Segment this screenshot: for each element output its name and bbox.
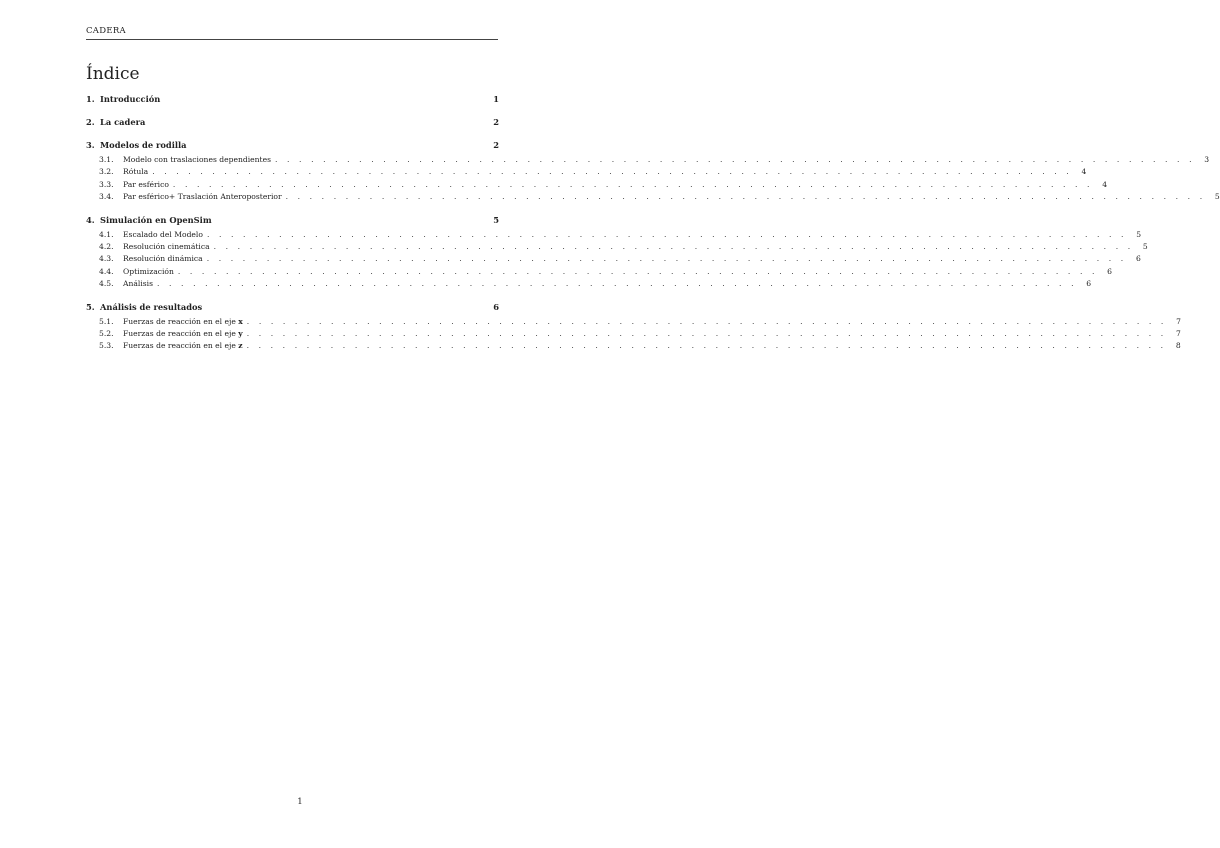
toc-dot-leader: . . . . . . . . . . . . . . . . . . . . . . . . . . . . . . . . . . . . . . . . . . . . . . . . . . . . . . . . . . . . . . . . . . . . . . . . . . . . . [213,241,1134,251]
toc-subsection-title [123,329,243,338]
toc-subsection-page: 4 [1081,167,1087,177]
toc-subsection-title: Resolución cinemática [123,241,210,251]
toc-subsection-entry[interactable] [86,279,1092,291]
toc-section-number: 5. [86,301,95,312]
toc-section-title: Introducción [100,94,161,104]
toc-dot-leader: . . . . . . . . . . . . . . . . . . . . . . . . . . . . . . . . . . . . . . . . . . . . . . . . . . . . . . . . . . . . . . . . . . . . . . . . . . . . . [177,266,1098,276]
toc-subsection-title-text: Fuerzas de reacción en el eje [123,341,236,351]
toc-subsection-title: Par esférico [123,179,169,189]
toc-dot-leader: . . . . . . . . . . . . . . . . . . . . . . . . . . . . . . . . . . . . . . . . . . . . . . . . . . . . . . . . . . . . . . . . . . . . . . . . . . . . . [274,155,1196,164]
axis-label: x [238,316,243,326]
toc-subsection-number: 4.1. [99,229,114,239]
toc-subsection-page: 5 [1214,192,1220,202]
toc-subsection-number: 4.4. [99,266,114,276]
toc-subsection-entry[interactable] [86,179,1108,192]
toc-subsection-title: Rótula [123,167,149,177]
toc-dot-leader: . . . . . . . . . . . . . . . . . . . . . . . . . . . . . . . . . . . . . . . . . . . . . . . . . . . . . . . . . . . . . . . . . . . . . . . . . . . . . [206,254,1127,264]
toc-dot-leader: . . . . . . . . . . . . . . . . . . . . . . . . . . . . . . . . . . . . . . . . . . . . . . . . . . . . . . . . . . . . . . . . . . . . . . . . . . . . . [152,167,1073,177]
toc-subsection-page: 7 [1175,328,1181,338]
toc-subsection-page: 7 [1176,316,1181,326]
toc-subsection-title [123,341,243,350]
toc-subsection-entry[interactable] [86,316,1181,329]
toc-subsection-page: 6 [1135,254,1141,264]
toc-subsection-number: 4.3. [99,254,114,264]
toc-section-entry[interactable] [86,94,499,107]
toc-subsection-title [123,317,243,326]
toc-subsection-number: 3.1. [99,155,114,164]
toc-section-title: Análisis de resultados [100,301,203,312]
toc-dot-leader: . . . . . . . . . . . . . . . . . . . . . . . . . . . . . . . . . . . . . . . . . . . . . . . . . . . . . . . . . . . . . . . . . . . . . . . . . . . . . [246,341,1167,351]
toc-subsection-number: 3.3. [99,179,114,189]
toc-section-number: 1. [86,94,95,104]
toc-title: Índice [86,64,140,84]
toc-section-title: Modelos de rodilla [100,140,187,150]
toc-section-title: La cadera [100,117,146,127]
toc-subsection-entry[interactable] [86,328,1181,341]
toc-section [86,214,1148,292]
page-number: 1 [297,797,303,807]
toc-section [86,301,1181,354]
toc-subsection-page: 5 [1142,241,1148,251]
running-header: CADERA [86,26,498,40]
toc-section-title: Simulación en OpenSim [100,214,212,225]
toc-subsection-page: 5 [1136,229,1142,239]
toc-section-entry[interactable] [86,215,499,228]
toc-subsection-number: 5.2. [99,328,114,338]
toc-subsection-title: Optimización [123,266,174,276]
toc-subsection-title: Par esférico+ Traslación Anteroposterior [123,192,282,202]
table-of-contents [86,94,1220,364]
toc-dot-leader: . . . . . . . . . . . . . . . . . . . . . . . . . . . . . . . . . . . . . . . . . . . . . . . . . . . . . . . . . . . . . . . . . . . . . . . . . . . . . [156,279,1078,289]
toc-subsection-title-text: Fuerzas de reacción en el eje [123,328,236,338]
toc-subsection-title: Modelo con traslaciones dependientes [123,155,271,164]
toc-section-number: 4. [86,214,95,225]
toc-section-number: 3. [86,140,95,150]
toc-subsection-title-text: Fuerzas de reacción en el eje [123,316,236,326]
toc-subsection-number: 5.1. [99,316,114,326]
toc-subsection-entry[interactable] [86,155,1210,167]
toc-section-entry[interactable] [86,302,499,315]
axis-label: z [238,341,243,351]
toc-section-number: 2. [86,117,95,127]
toc-dot-leader: . . . . . . . . . . . . . . . . . . . . . . . . . . . . . . . . . . . . . . . . . . . . . . . . . . . . . . . . . . . . . . . . . . . . . . . . . . . . . [246,316,1167,326]
toc-section-entry[interactable] [86,117,499,130]
toc-section [86,94,499,107]
toc-subsection-page: 6 [1107,266,1112,276]
toc-subsection-title: Escalado del Modelo [123,229,203,239]
toc-section-page: 2 [493,140,499,150]
toc-section-page: 2 [493,117,499,127]
toc-subsection-title: Análisis [123,279,153,289]
toc-subsection-number: 4.2. [99,241,114,251]
toc-subsection-number: 5.3. [99,341,114,351]
toc-subsection-page: 6 [1086,279,1092,289]
toc-dot-leader: . . . . . . . . . . . . . . . . . . . . . . . . . . . . . . . . . . . . . . . . . . . . . . . . . . . . . . . . . . . . . . . . . . . . . . . . . . . . . [246,328,1167,338]
toc-subsection-entry[interactable] [86,254,1141,266]
toc-subsection-entry[interactable] [86,192,1220,204]
toc-subsection-entry[interactable] [86,266,1112,279]
toc-subsection-title: Resolución dinámica [123,254,203,264]
toc-subsection-entry[interactable] [86,341,1181,353]
toc-subsection-entry[interactable] [86,229,1142,242]
toc-subsection-page: 3 [1204,155,1210,164]
toc-section-page: 1 [493,94,499,104]
toc-subsection-number: 4.5. [99,279,114,289]
toc-subsection-entry[interactable] [86,241,1148,254]
toc-subsection-number: 3.4. [99,192,114,202]
toc-section-page: 5 [493,214,499,225]
toc-dot-leader: . . . . . . . . . . . . . . . . . . . . . . . . . . . . . . . . . . . . . . . . . . . . . . . . . . . . . . . . . . . . . . . . . . . . . . . . . . . . . [285,192,1206,202]
toc-section [86,117,499,130]
toc-section [86,140,1220,205]
toc-section-entry[interactable] [86,140,499,153]
axis-label: y [238,328,243,338]
toc-dot-leader: . . . . . . . . . . . . . . . . . . . . . . . . . . . . . . . . . . . . . . . . . . . . . . . . . . . . . . . . . . . . . . . . . . . . . . . . . . . . . [206,229,1128,239]
toc-section-page: 6 [493,301,499,312]
toc-subsection-number: 3.2. [99,167,114,177]
toc-subsection-entry[interactable] [86,167,1087,179]
toc-subsection-page: 8 [1175,341,1181,351]
toc-subsection-page: 4 [1102,179,1108,189]
toc-dot-leader: . . . . . . . . . . . . . . . . . . . . . . . . . . . . . . . . . . . . . . . . . . . . . . . . . . . . . . . . . . . . . . . . . . . . . . . . . . . . . [172,179,1094,189]
